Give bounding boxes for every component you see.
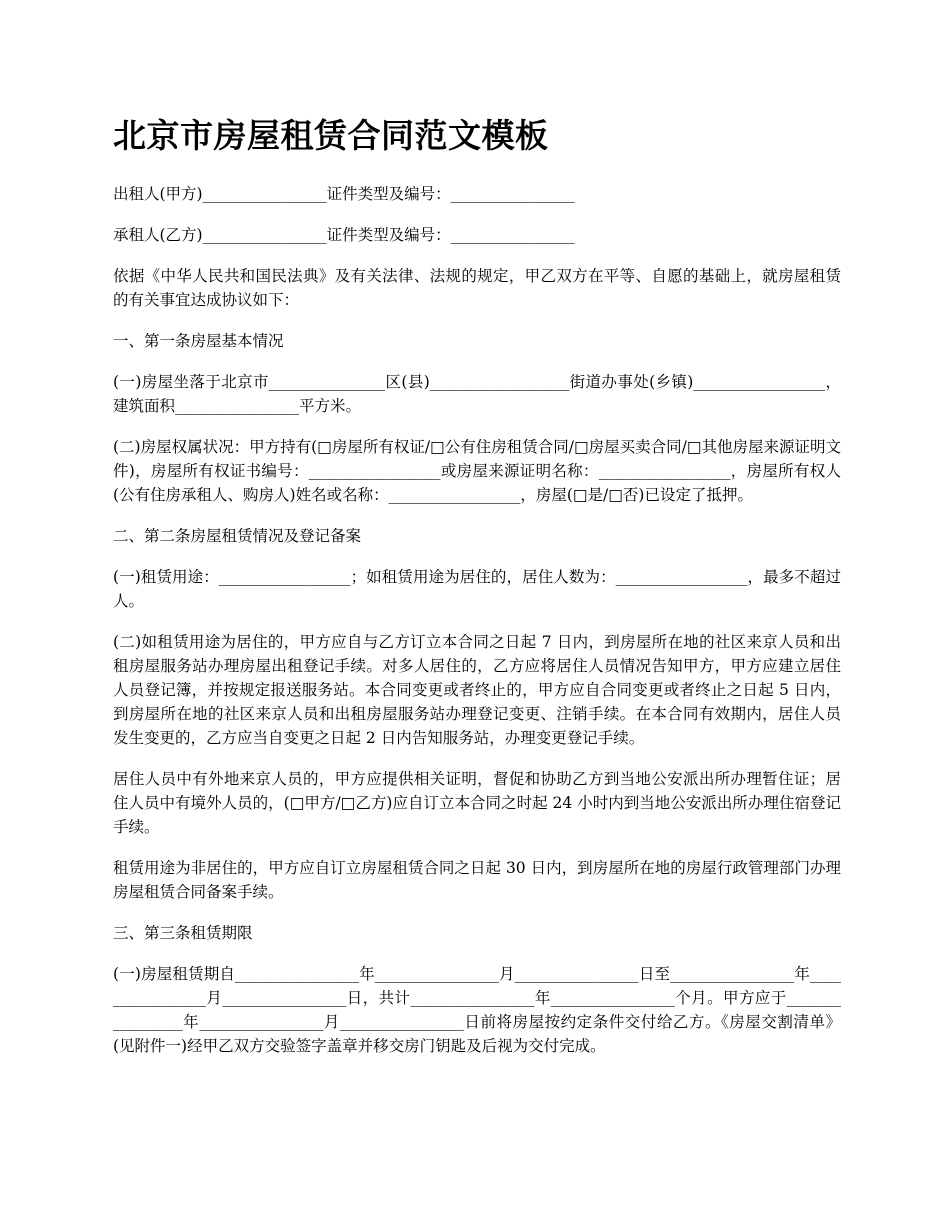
section-heading-2: 二、第二条房屋租赁情况及登记备案 [113, 527, 362, 545]
lease-purpose-paragraph: (一)租赁用途：_________________；如租赁用途为居住的，居住人数为：_________________，最多不超过人。 [113, 568, 841, 610]
section-heading-3: 三、第三条租赁期限 [113, 924, 253, 942]
document-title: 北京市房屋租赁合同范文模板 [113, 116, 549, 155]
house-location-paragraph: (一)房屋坐落于北京市_______________区(县)__________________街道办事处(乡镇)_________________，建筑面积________________平方米。 [113, 373, 841, 415]
lessee-line: 承租人(乙方)________________证件类型及编号：________________ [113, 226, 575, 244]
section-heading-1: 一、第一条房屋基本情况 [113, 332, 284, 350]
residents-paragraph: 居住人员中有外地来京人员的，甲方应提供相关证明，督促和协助乙方到当地公安派出所办理暂住证；居住人员中有境外人员的，(□甲方/□乙方)应自订立本合同之时起 24 小时内到当地公安派出所办理住宿登记手续。 [113, 770, 841, 836]
ownership-paragraph: (二)房屋权属状况：甲方持有(□房屋所有权证/□公有住房租赁合同/□房屋买卖合同/□其他房屋来源证明文件)，房屋所有权证书编号：_________________或房屋来源证明名称：_________________，房屋所有权人(公有住房承租人、购房人)姓名或名称：_________________，房屋(□是/□否)已设定了抵押。 [113, 438, 841, 504]
non-residential-paragraph: 租赁用途为非居住的，甲方应自订立房屋租赁合同之日起 30 日内，到房屋所在地的房屋行政管理部门办理房屋租赁合同备案手续。 [113, 859, 841, 901]
lessor-line: 出租人(甲方)________________证件类型及编号：________________ [113, 185, 575, 203]
registration-paragraph: (二)如租赁用途为居住的，甲方应自与乙方订立本合同之日起 7 日内，到房屋所在地的社区来京人员和出租房屋服务站办理房屋出租登记手续。对多人居住的，乙方应将居住人员情况告知甲方，甲方应建立居住人员登记簿，并按规定报送服务站。本合同变更或者终止的，甲方应自合同变更或者终止之日起 5 日内，到房屋所在地的社区来京人员和出租房屋服务站办理登记变更、注销手续。在本合同有效期内，居住人员发生变更的，乙方应当自变更之日起 2 日内告知服务站，办理变更登记手续。 [113, 633, 841, 747]
preamble-paragraph: 依据《中华人民共和国民法典》及有关法律、法规的规定，甲乙双方在平等、自愿的基础上，就房屋租赁的有关事宜达成协议如下： [113, 267, 841, 309]
document-page [113, 112, 841, 1075]
lease-term-paragraph: (一)房屋租赁期自________________年________________月________________日至________________年________________月________________日，共计________________年________________个月。甲方应于________________年________________月________________日前将房屋按约定条件交付给乙方。《房屋交割清单》(见附件一)经甲乙双方交验签字盖章并移交房门钥匙及后视为交付完成。 [113, 965, 841, 1055]
